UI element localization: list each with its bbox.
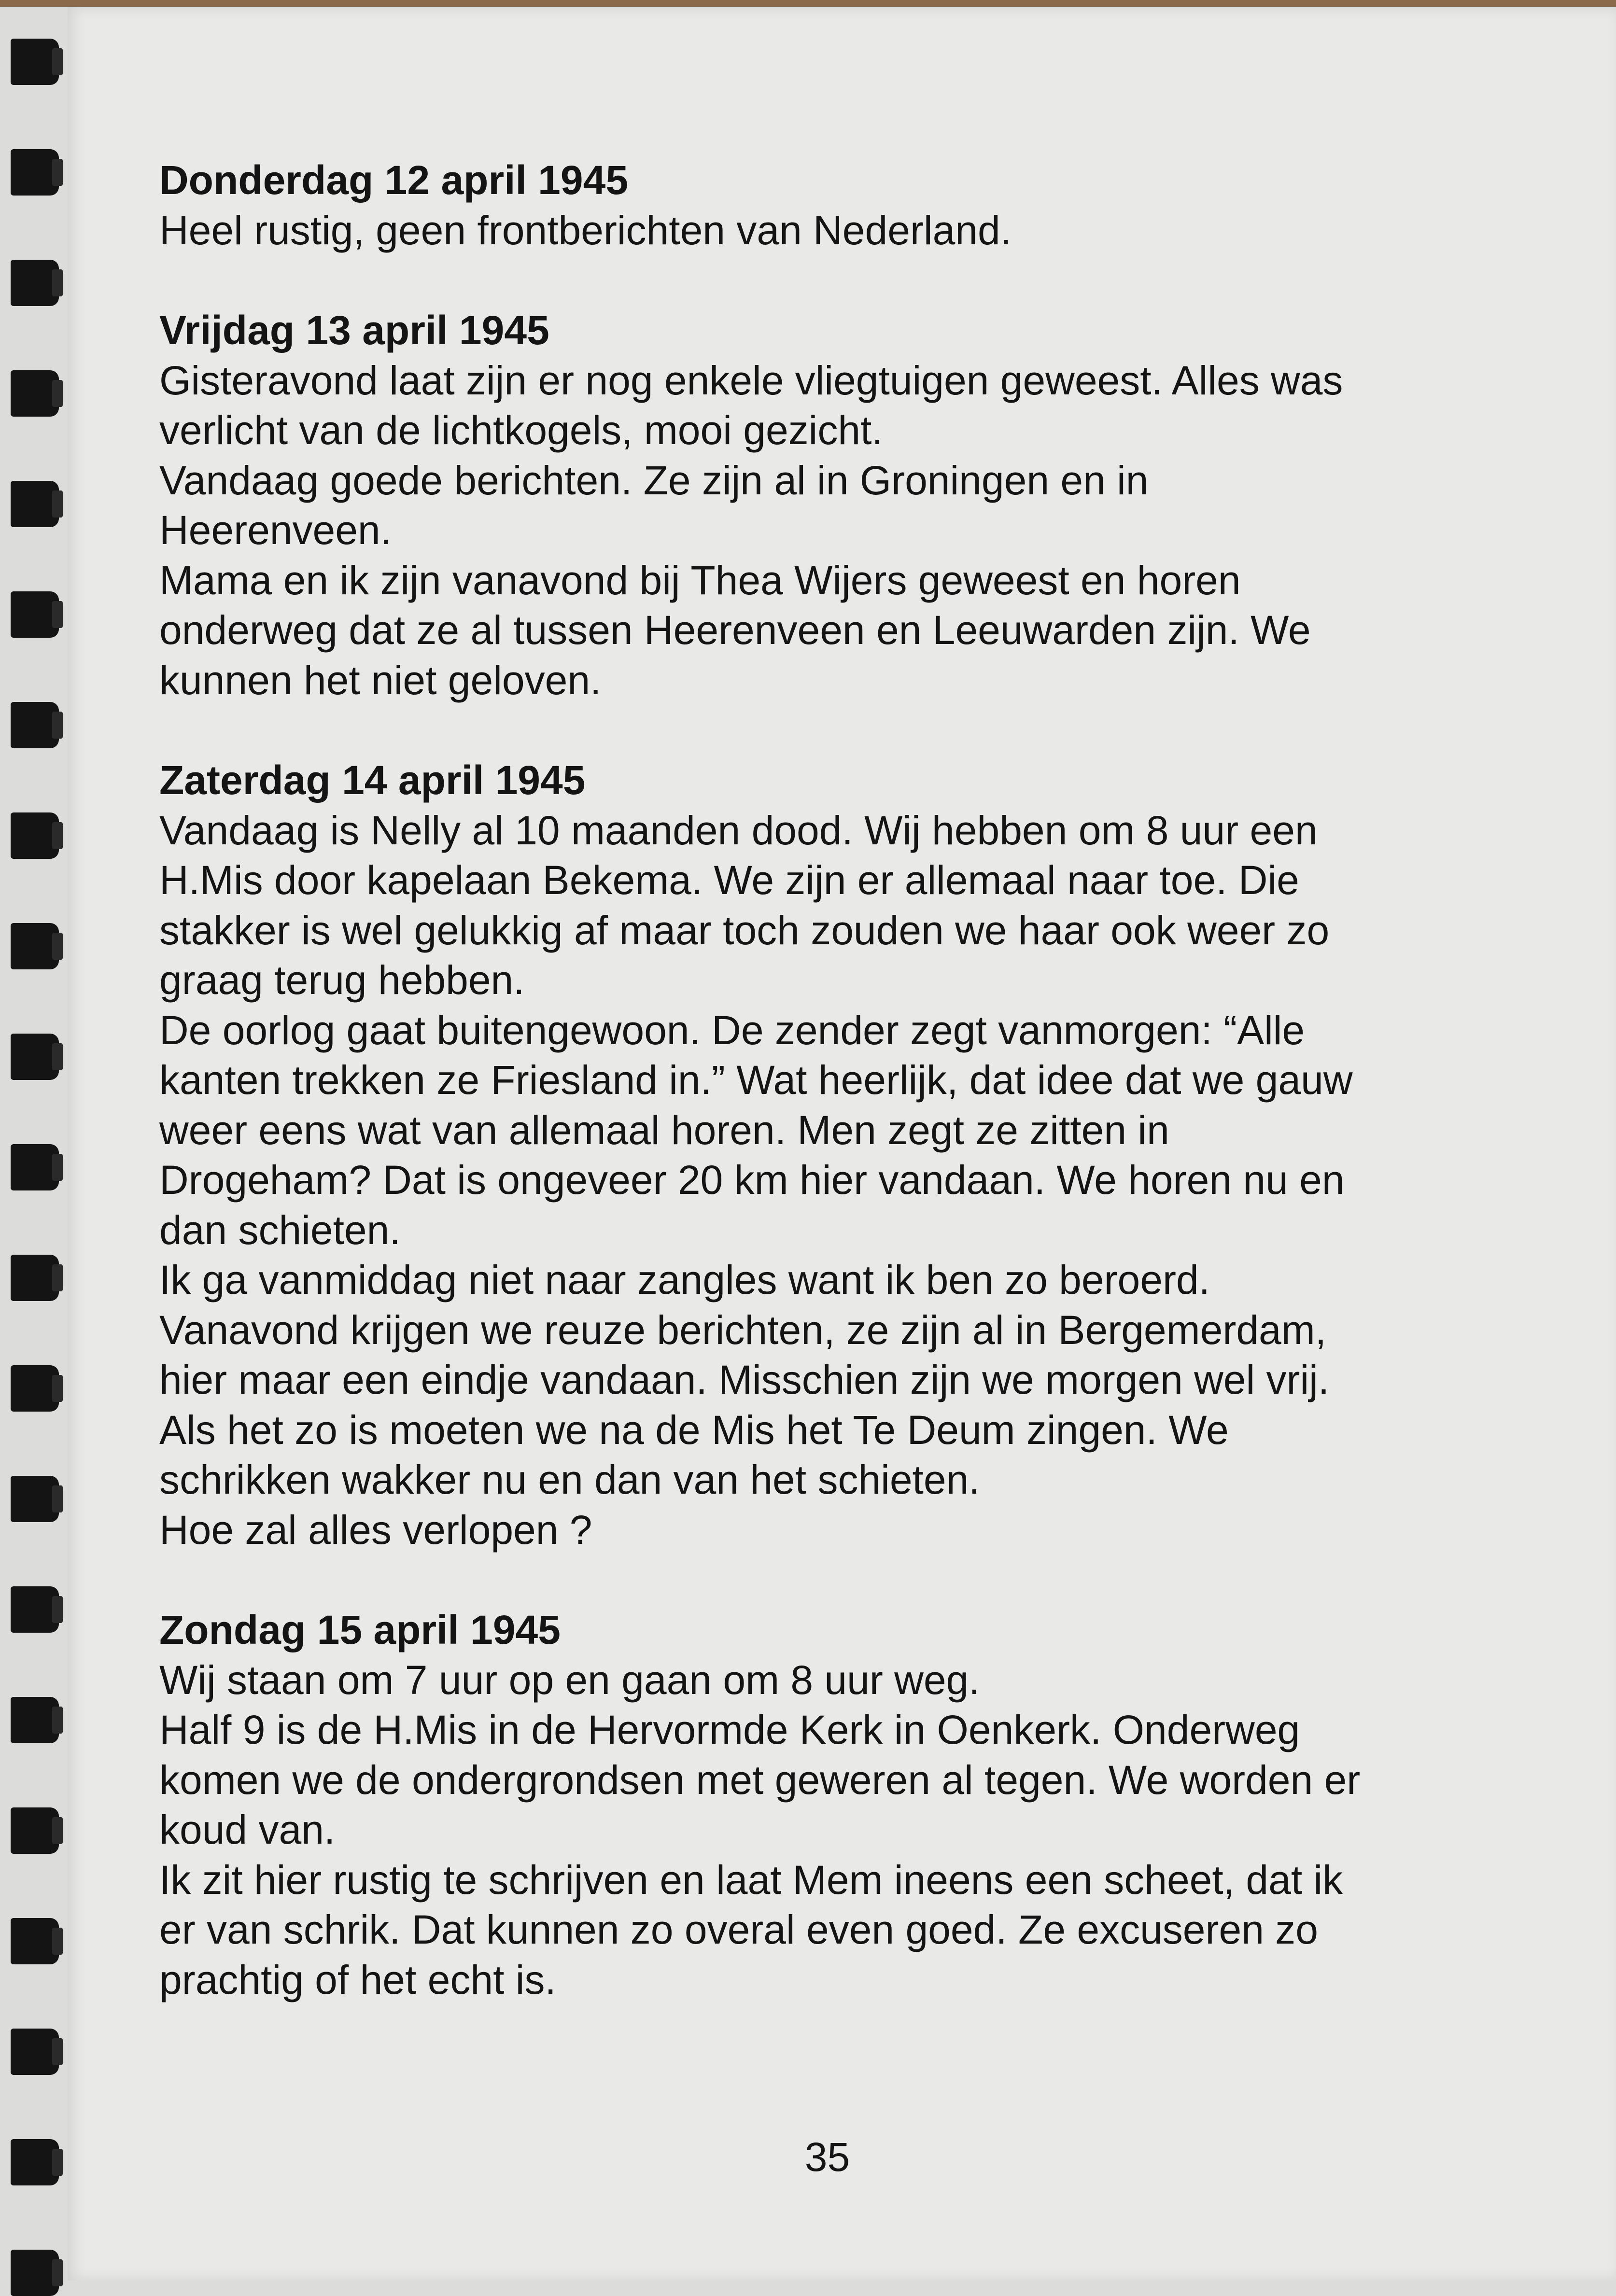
entry-line: hier maar een eindje vandaan. Misschien zijn we morgen wel vrij.: [159, 1357, 1330, 1402]
binding-ring: [11, 923, 59, 969]
entry-line: Half 9 is de H.Mis in de Hervormde Kerk in Oenkerk. Onderweg: [159, 1707, 1300, 1752]
entry-line: Als het zo is moeten we na de Mis het Te Deum zingen. We: [159, 1407, 1229, 1453]
entry-line: kunnen het niet geloven.: [159, 657, 602, 703]
binding-ring: [11, 591, 59, 638]
entry-line: Mama en ik zijn vanavond bij Thea Wijers geweest en horen: [159, 557, 1241, 603]
entry-line: Drogeham? Dat is ongeveer 20 km hier vandaan. We horen nu en: [159, 1157, 1345, 1203]
binding-ring: [11, 149, 59, 196]
entry-date: Vrijdag 13 april 1945: [159, 308, 549, 353]
entry-line: Vandaag is Nelly al 10 maanden dood. Wij hebben om 8 uur een: [159, 807, 1318, 853]
binding-ring: [11, 1255, 59, 1301]
spiral-binding: [0, 0, 77, 2281]
entry-line: Ik zit hier rustig te schrijven en laat Mem ineens een scheet, dat ik: [159, 1857, 1343, 1903]
page-number: 35: [804, 2134, 850, 2180]
entry-line: De oorlog gaat buitengewoon. De zender zegt vanmorgen: “Alle: [159, 1007, 1305, 1053]
entry-line: graag terug hebben.: [159, 957, 525, 1003]
binding-ring: [11, 2029, 59, 2075]
entry-line: verlicht van de lichtkogels, mooi gezicht.: [159, 407, 883, 453]
entry-line: Vanavond krijgen we reuze berichten, ze zijn al in Bergemerdam,: [159, 1307, 1327, 1353]
diary-entry: [159, 756, 1511, 1555]
entry-line: onderweg dat ze al tussen Heerenveen en Leeuwarden zijn. We: [159, 607, 1311, 653]
binding-ring: [11, 1476, 59, 1522]
entry-date: Donderdag 12 april 1945: [159, 157, 629, 203]
binding-ring: [11, 1697, 59, 1743]
book-top-edge: [0, 0, 1616, 7]
entry-line: Heel rustig, geen frontberichten van Nederland.: [159, 207, 1012, 253]
diary-entry: [159, 155, 1511, 255]
entry-line: Heerenveen.: [159, 507, 392, 553]
entry-line: kanten trekken ze Friesland in.” Wat heerlijk, dat idee dat we gauw: [159, 1057, 1353, 1103]
entry-date: Zaterdag 14 april 1945: [159, 757, 586, 803]
binding-ring: [11, 1365, 59, 1412]
entry-line: weer eens wat van allemaal horen. Men zegt ze zitten in: [159, 1107, 1169, 1153]
binding-ring: [11, 370, 59, 417]
entry-line: stakker is wel gelukkig af maar toch zouden we haar ook weer zo: [159, 907, 1330, 953]
entry-line: Vandaag goede berichten. Ze zijn al in Groningen en in: [159, 457, 1149, 503]
entry-line: Wij staan om 7 uur op en gaan om 8 uur weg.: [159, 1657, 980, 1703]
entry-line: prachtig of het echt is.: [159, 1957, 556, 2002]
entry-date: Zondag 15 april 1945: [159, 1607, 561, 1652]
binding-ring: [11, 2250, 59, 2296]
diary-entry: [159, 306, 1511, 705]
entry-line: komen we de ondergrondsen met geweren al tegen. We worden er: [159, 1757, 1361, 1803]
binding-ring: [11, 1586, 59, 1633]
entry-line: Gisteravond laat zijn er nog enkele vliegtuigen geweest. Alles was: [159, 357, 1343, 403]
diary-entry: [159, 1605, 1511, 2005]
entry-line: dan schieten.: [159, 1207, 401, 1253]
binding-ring: [11, 812, 59, 859]
binding-ring: [11, 481, 59, 527]
entry-line: Hoe zal alles verlopen ?: [159, 1507, 592, 1553]
entry-line: koud van.: [159, 1807, 336, 1852]
binding-ring: [11, 1034, 59, 1080]
entry-line: er van schrik. Dat kunnen zo overal even goed. Ze excuseren zo: [159, 1907, 1318, 1952]
binding-ring: [11, 1807, 59, 1854]
binding-ring: [11, 260, 59, 306]
entry-line: schrikken wakker nu en dan van het schieten.: [159, 1457, 980, 1502]
binding-ring: [11, 1144, 59, 1190]
diary-text: [159, 155, 1511, 2055]
entry-line: H.Mis door kapelaan Bekema. We zijn er allemaal naar toe. Die: [159, 857, 1299, 903]
binding-ring: [11, 1918, 59, 1964]
binding-ring: [11, 39, 59, 85]
entry-line: Ik ga vanmiddag niet naar zangles want ik ben zo beroerd.: [159, 1257, 1210, 1302]
binding-ring: [11, 702, 59, 748]
